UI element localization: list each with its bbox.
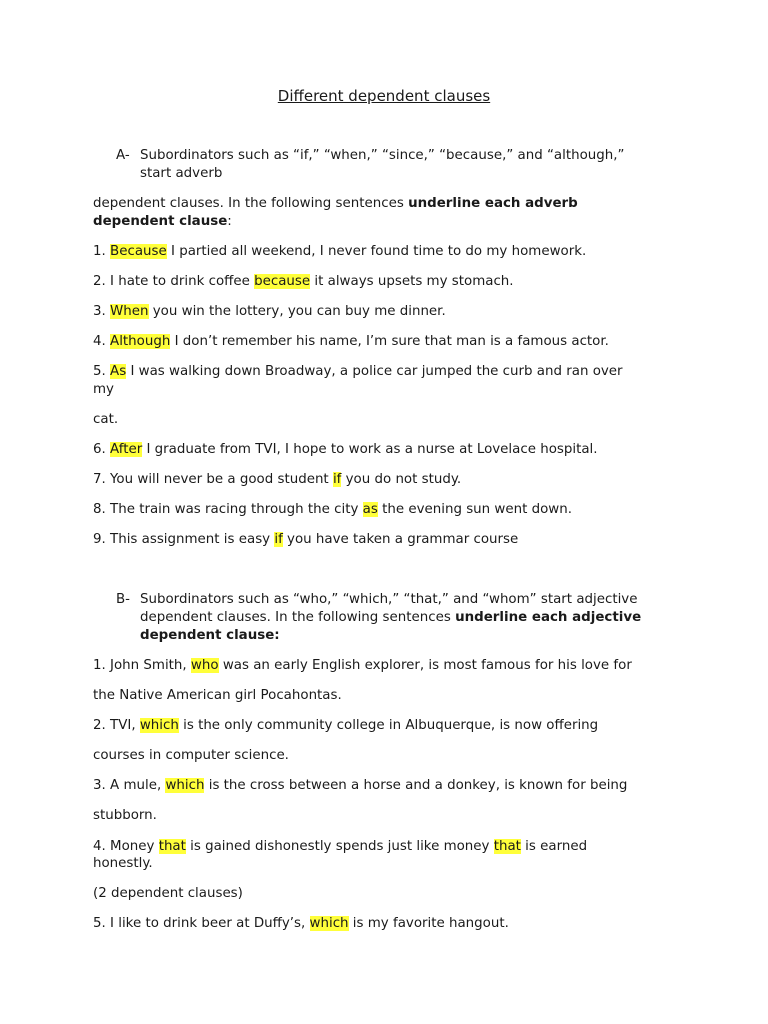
sentence-a1 (93, 243, 586, 261)
sentence-a6 (93, 441, 598, 459)
sentence-text: you win the lottery, you can buy me dinner. (148, 304, 446, 319)
highlighted-subordinator: Because (110, 244, 167, 259)
sentence-b3-continued: stubborn. (93, 808, 157, 823)
section-b-marker: B- (116, 592, 131, 607)
sentence-text: 1. John Smith, (93, 658, 191, 673)
sentence-text: 9. This assignment is easy (93, 532, 275, 547)
sentence-text: I partied all weekend, I never found time to do my homework. (166, 244, 587, 259)
sentence-text: is the cross between a horse and a donkey, is known for being (204, 778, 628, 793)
sentence-text: the evening sun went down. (377, 502, 572, 517)
highlighted-subordinator: as (362, 502, 378, 517)
sentence-a9 (93, 531, 518, 549)
sentence-text: is gained dishonestly spends just like money (185, 839, 494, 854)
sentence-b5 (93, 915, 509, 933)
sentence-text: you do not study. (341, 472, 462, 487)
sentence-text: 2. I hate to drink coffee (93, 274, 255, 289)
highlighted-subordinator: which (165, 778, 205, 793)
sentence-a8 (93, 501, 572, 519)
highlighted-subordinator: if (274, 532, 283, 547)
sentence-text: I graduate from TVI, I hope to work as a nurse at Lovelace hospital. (142, 442, 598, 457)
sentence-text: 4. (93, 334, 111, 349)
highlighted-subordinator: if (332, 472, 342, 487)
sentence-text: 3. A mule, (93, 778, 166, 793)
sentence-text: is my favorite hangout. (348, 916, 509, 931)
sentence-a5-continued: my (93, 382, 114, 397)
instruction-bold: underline each adjective (455, 610, 642, 625)
highlighted-subordinator: After (110, 442, 143, 457)
sentence-b2-continued: courses in computer science. (93, 748, 289, 763)
sentence-text: 7. You will never be a good student (93, 472, 333, 487)
sentence-text: 2. TVI, (93, 718, 140, 733)
sentence-text: is the only community college in Albuquerque, is now offering (178, 718, 599, 733)
highlighted-subordinator: Although (110, 334, 171, 349)
sentence-a2 (93, 273, 514, 291)
section-a-intro-line1: Subordinators such as “if,” “when,” “since,” “because,” and “although,” (140, 148, 625, 163)
sentence-text: I don’t remember his name, I’m sure that man is a famous actor. (170, 334, 609, 349)
sentence-b4-continued: honestly. (93, 856, 153, 871)
sentence-text: I was walking down Broadway, a police car jumped the curb and ran over (126, 364, 623, 379)
sentence-text: is earned (520, 839, 588, 854)
sentence-text: it always upsets my stomach. (310, 274, 514, 289)
instruction-bold: underline each adverb (408, 196, 578, 211)
sentence-text: 5. (93, 364, 111, 379)
sentence-a3 (93, 303, 446, 321)
section-b-intro-line1: Subordinators such as “who,” “which,” “that,” and “whom” start adjective (140, 592, 638, 607)
instruction-bold: dependent clause (93, 214, 228, 229)
instruction-text: dependent clauses. In the following sentences (93, 196, 409, 211)
section-a-instruction-line2 (93, 213, 232, 231)
highlighted-subordinator: When (110, 304, 149, 319)
highlighted-subordinator: who (190, 658, 219, 673)
sentence-a5-continued: cat. (93, 412, 119, 427)
sentence-a7 (93, 471, 461, 489)
instruction-bold: dependent clause: (140, 628, 280, 643)
sentence-text: 6. (93, 442, 111, 457)
section-a-marker: A- (116, 148, 130, 163)
sentence-a4 (93, 333, 609, 351)
instruction-text: : (227, 214, 232, 229)
section-a-instruction-line1 (93, 195, 578, 213)
sentence-b2 (93, 717, 598, 735)
sentence-b4-note: (2 dependent clauses) (93, 886, 243, 901)
sentence-text: was an early English explorer, is most famous for his love for (218, 658, 632, 673)
highlighted-subordinator: that (158, 839, 186, 854)
highlighted-subordinator: As (110, 364, 127, 379)
instruction-text: dependent clauses. In the following sentences (140, 610, 456, 625)
highlighted-subordinator: which (139, 718, 179, 733)
section-b-intro-line3 (140, 627, 280, 645)
sentence-text: 1. (93, 244, 111, 259)
sentence-b1 (93, 657, 632, 675)
sentence-text: 3. (93, 304, 111, 319)
sentence-b1-continued: the Native American girl Pocahontas. (93, 688, 342, 703)
highlighted-subordinator: that (493, 839, 521, 854)
section-b-intro-line2 (140, 609, 641, 627)
sentence-text: you have taken a grammar course (282, 532, 519, 547)
sentence-text: 5. I like to drink beer at Duffy’s, (93, 916, 310, 931)
sentence-a5 (93, 363, 623, 381)
section-a-intro-line2: start adverb (140, 166, 223, 181)
sentence-b3 (93, 777, 627, 795)
sentence-text: 4. Money (93, 839, 159, 854)
highlighted-subordinator: because (254, 274, 311, 289)
sentence-b4 (93, 838, 587, 856)
document-title: Different dependent clauses (277, 87, 491, 105)
highlighted-subordinator: which (309, 916, 349, 931)
sentence-text: 8. The train was racing through the city (93, 502, 363, 517)
